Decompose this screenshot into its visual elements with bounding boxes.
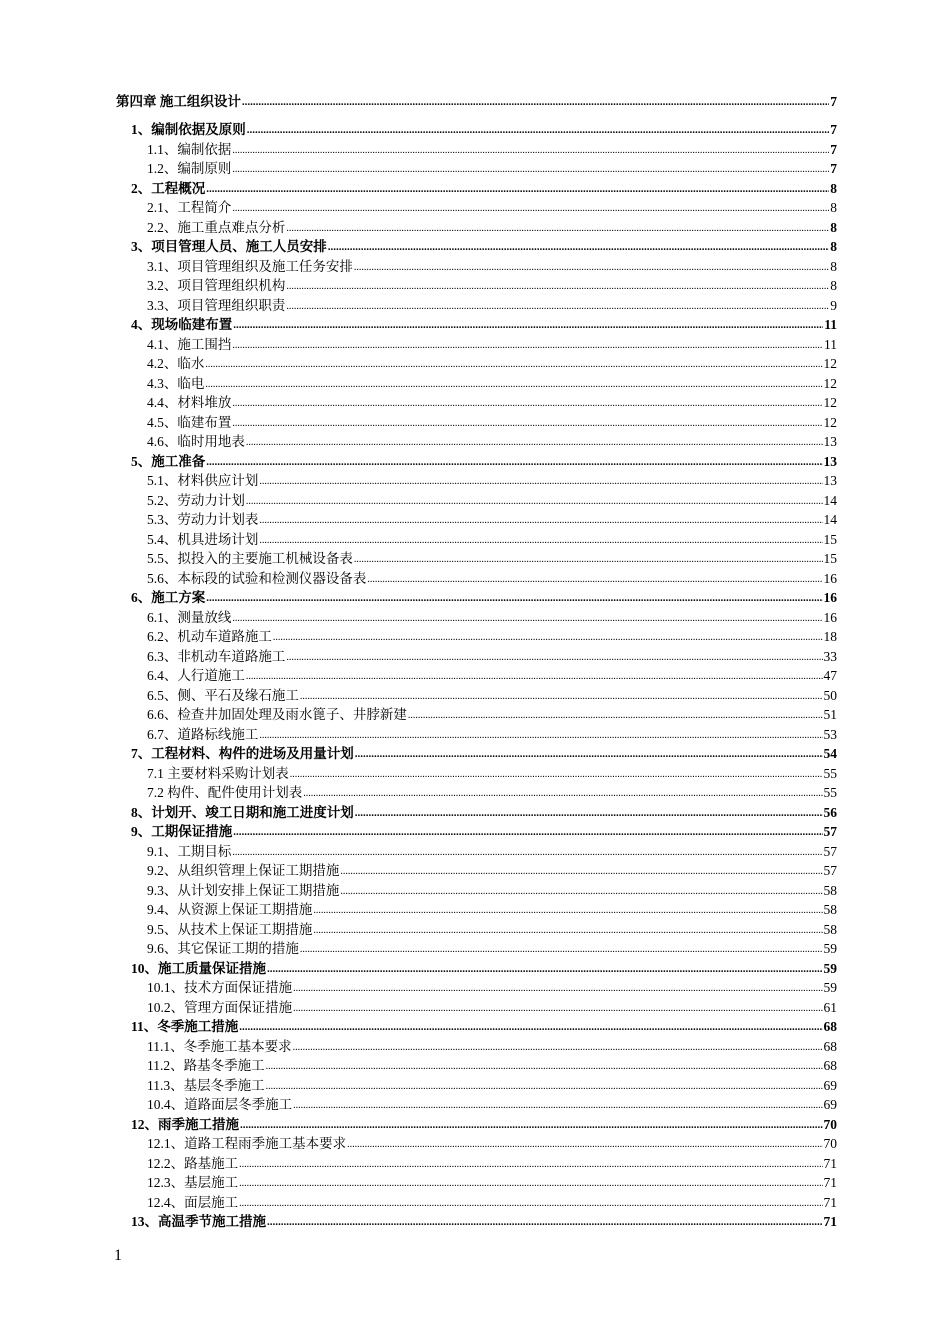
toc-entry-title: 6.4、人行道施工 (147, 668, 245, 683)
toc-entry-title: 5.4、机具进场计划 (147, 531, 259, 547)
dot-leader (300, 685, 823, 707)
toc-entry-page: 51 (823, 707, 837, 722)
toc-entry-page: 14 (823, 512, 837, 527)
dot-leader (232, 607, 822, 629)
dot-leader (232, 334, 823, 356)
toc-entry-title: 5.6、本标段的试验和检测仪器设备表 (147, 570, 367, 586)
toc-subsection-entry[interactable] (147, 257, 837, 277)
dot-leader (266, 1055, 823, 1077)
toc-entry-page: 71 (823, 1214, 837, 1229)
toc-entry-title: 1.1、编制依据 (147, 141, 232, 157)
toc-entry-title: 4.5、临建布置 (147, 414, 232, 430)
toc-subsection-entry[interactable] (147, 881, 837, 901)
toc-entry-title: 2、工程概况 (131, 180, 206, 196)
toc-subsection-entry[interactable] (147, 432, 837, 452)
toc-subsection-entry[interactable] (147, 861, 837, 881)
toc-section-entry[interactable] (131, 1017, 837, 1037)
toc-entry-page: 68 (823, 1038, 837, 1054)
toc-entry-page: 8 (830, 239, 837, 254)
dot-leader (367, 568, 822, 590)
toc-entry-page: 33 (823, 648, 837, 664)
toc-entry-title: 6.2、机动车道路施工 (147, 629, 272, 644)
toc-entry-page: 53 (823, 726, 837, 742)
toc-entry-title: 5.5、拟投入的主要施工机械设备表 (147, 551, 353, 566)
dot-leader (232, 841, 822, 863)
dot-leader (355, 802, 823, 824)
toc-entry-page: 12 (823, 414, 837, 430)
toc-subsection-entry[interactable] (147, 647, 837, 667)
dot-leader (239, 1192, 822, 1214)
toc-subsection-entry[interactable] (147, 627, 837, 647)
toc-entry-title: 4.1、施工围挡 (147, 336, 232, 352)
dot-leader (340, 860, 822, 882)
dot-leader (408, 704, 823, 726)
toc-subsection-entry[interactable] (147, 842, 837, 862)
toc-subsection-entry[interactable] (147, 725, 837, 745)
toc-chapter-entry[interactable] (116, 91, 837, 112)
dot-leader (232, 392, 822, 414)
toc-subsection-entry[interactable] (147, 491, 837, 511)
toc-entry-title: 6.3、非机动车道路施工 (147, 648, 286, 664)
dot-leader (313, 899, 822, 921)
toc-entry-page: 8 (830, 200, 837, 215)
toc-entry-page: 57 (823, 863, 837, 878)
toc-entry-title: 9.2、从组织管理上保证工期措施 (147, 863, 340, 878)
dot-leader (205, 373, 822, 395)
toc-entry-title: 10.4、道路面层冬季施工 (147, 1097, 293, 1112)
toc-section-entry[interactable] (131, 1115, 837, 1135)
toc-subsection-entry[interactable] (147, 159, 837, 179)
dot-leader (286, 295, 829, 317)
toc-entry-page: 7 (830, 141, 837, 157)
toc-subsection-entry[interactable] (147, 354, 837, 374)
toc-entry-title: 6.5、侧、平石及缘石施工 (147, 687, 299, 703)
toc-entry-title: 2.2、施工重点难点分析 (147, 219, 286, 235)
toc-subsection-entry[interactable] (147, 998, 837, 1018)
toc-entry-page: 54 (823, 746, 837, 761)
dot-leader (239, 1016, 822, 1038)
toc-entry-page: 16 (823, 590, 837, 605)
toc-section-entry[interactable] (131, 315, 837, 335)
toc-entry-page: 50 (823, 687, 837, 703)
toc-subsection-entry[interactable] (147, 1095, 837, 1115)
toc-entry-page: 56 (823, 804, 837, 820)
toc-entry-title: 9.3、从计划安排上保证工期措施 (147, 882, 340, 898)
toc-entry-page: 13 (823, 434, 837, 449)
toc-entry-title: 1.2、编制原则 (147, 161, 232, 176)
toc-entry-page: 58 (823, 902, 837, 917)
toc-entry-page: 8 (830, 278, 837, 293)
toc-entry-title: 8、计划开、竣工日期和施工进度计划 (131, 804, 354, 820)
toc-entry-page: 69 (823, 1097, 837, 1112)
toc-entry-title: 1、编制依据及原则 (131, 122, 246, 137)
toc-entry-title: 6、施工方案 (131, 590, 206, 605)
toc-entry-page: 14 (823, 492, 837, 508)
toc-subsection-entry[interactable] (147, 218, 837, 238)
dot-leader (232, 158, 829, 180)
dot-leader (286, 275, 829, 297)
toc-entry-title: 6.6、检查井加固处理及雨水篦子、井脖新建 (147, 707, 407, 722)
toc-entry-page: 11 (824, 317, 837, 332)
toc-entry-page: 18 (823, 629, 837, 644)
toc-entry-title: 11、冬季施工措施 (131, 1019, 239, 1034)
dot-leader (286, 217, 829, 239)
toc-subsection-entry[interactable] (147, 1173, 837, 1193)
toc-entry-title: 6.1、测量放线 (147, 609, 232, 625)
toc-entry-title: 13、高温季节施工措施 (131, 1214, 266, 1229)
toc-entry-title: 11.2、路基冬季施工 (147, 1058, 265, 1073)
toc-entry-title: 12.1、道路工程雨季施工基本要求 (147, 1136, 347, 1151)
toc-subsection-entry[interactable] (147, 276, 837, 296)
toc-entry-page: 69 (823, 1077, 837, 1093)
dot-leader (328, 236, 830, 258)
toc-subsection-entry[interactable] (147, 764, 837, 784)
toc-entry-title: 12.2、路基施工 (147, 1155, 239, 1171)
toc-entry-title: 11.3、基层冬季施工 (147, 1077, 265, 1093)
toc-entry-page: 58 (823, 921, 837, 937)
dot-leader (242, 90, 829, 113)
toc-entry-title: 4.2、临水 (147, 356, 205, 371)
toc-entry-title: 9.4、从资源上保证工期措施 (147, 902, 313, 917)
toc-subsection-entry[interactable] (147, 1154, 837, 1174)
toc-subsection-entry[interactable] (147, 530, 837, 550)
toc-subsection-entry[interactable] (147, 978, 837, 998)
dot-leader (286, 646, 822, 668)
toc-section-entry[interactable] (131, 803, 837, 823)
dot-leader (259, 470, 822, 492)
table-of-contents (0, 91, 950, 1232)
toc-entry-title: 7.2 构件、配件使用计划表 (147, 785, 303, 800)
dot-leader (267, 1211, 823, 1233)
toc-subsection-entry[interactable] (147, 1134, 837, 1154)
dot-leader (246, 665, 823, 687)
toc-subsection-entry[interactable] (147, 666, 837, 686)
toc-entry-page: 61 (823, 999, 837, 1015)
toc-subsection-entry[interactable] (147, 939, 837, 959)
toc-subsection-entry[interactable] (147, 900, 837, 920)
dot-leader (232, 412, 822, 434)
toc-entry-title: 3.2、项目管理组织机构 (147, 278, 286, 293)
toc-entry-page: 71 (823, 1175, 837, 1190)
toc-entry-page: 70 (823, 1116, 837, 1132)
toc-section-entry[interactable] (131, 1212, 837, 1232)
dot-leader (266, 1075, 823, 1097)
toc-entry-title: 7.1 主要材料采购计划表 (147, 765, 289, 781)
dot-leader (239, 1172, 822, 1194)
toc-entry-page: 7 (830, 122, 837, 137)
toc-entry-title: 4.3、临电 (147, 375, 205, 391)
toc-entry-title: 5.3、劳动力计划表 (147, 512, 259, 527)
toc-entry-page: 16 (823, 609, 837, 625)
toc-entry-title: 5.1、材料供应计划 (147, 473, 259, 488)
toc-entry-page: 7 (830, 94, 837, 109)
toc-section-entry[interactable] (131, 452, 837, 472)
toc-entry-title: 3.3、项目管理组织职责 (147, 297, 286, 313)
toc-entry-page: 68 (823, 1058, 837, 1073)
toc-subsection-entry[interactable] (147, 569, 837, 589)
toc-entry-page: 71 (823, 1194, 837, 1210)
toc-entry-page: 13 (823, 453, 837, 469)
toc-section-entry[interactable] (131, 588, 837, 608)
toc-subsection-entry[interactable] (147, 510, 837, 530)
toc-entry-page: 71 (823, 1155, 837, 1171)
toc-entry-title: 12、雨季施工措施 (131, 1116, 239, 1132)
toc-entry-page: 55 (823, 785, 837, 800)
toc-entry-title: 12.3、基层施工 (147, 1175, 239, 1190)
toc-entry-title: 5、施工准备 (131, 453, 206, 469)
toc-entry-page: 59 (823, 941, 837, 956)
toc-entry-page: 7 (830, 161, 837, 176)
dot-leader (259, 509, 822, 531)
toc-subsection-entry[interactable] (147, 471, 837, 491)
toc-entry-title: 6.7、道路标线施工 (147, 726, 259, 742)
dot-leader (232, 197, 829, 219)
toc-entry-title: 10、施工质量保证措施 (131, 960, 266, 976)
toc-entry-page: 12 (823, 356, 837, 371)
toc-subsection-entry[interactable] (147, 374, 837, 394)
toc-section-entry[interactable] (131, 120, 837, 140)
dot-leader (273, 626, 823, 648)
toc-entry-page: 15 (823, 551, 837, 566)
toc-subsection-entry[interactable] (147, 920, 837, 940)
dot-leader (354, 256, 829, 278)
toc-entry-title: 10.1、技术方面保证措施 (147, 980, 293, 995)
toc-subsection-entry[interactable] (147, 296, 837, 316)
toc-entry-title: 9.1、工期目标 (147, 843, 232, 859)
page-number: 1 (114, 1247, 122, 1264)
toc-entry-title: 5.2、劳动力计划 (147, 492, 245, 508)
toc-entry-page: 15 (823, 531, 837, 547)
toc-entry-title: 9.5、从技术上保证工期措施 (147, 921, 313, 937)
toc-entry-page: 13 (823, 473, 837, 488)
toc-entry-title: 12.4、面层施工 (147, 1194, 239, 1210)
toc-entry-title: 2.1、工程简介 (147, 200, 232, 215)
toc-section-entry[interactable] (131, 822, 837, 842)
dot-leader (290, 763, 823, 785)
toc-entry-title: 11.1、冬季施工基本要求 (147, 1038, 292, 1054)
dot-leader (233, 314, 823, 336)
toc-subsection-entry[interactable] (147, 783, 837, 803)
dot-leader (340, 880, 822, 902)
toc-entry-page: 8 (830, 180, 837, 196)
toc-entry-page: 58 (823, 882, 837, 898)
toc-subsection-entry[interactable] (147, 140, 837, 160)
dot-leader (206, 587, 822, 609)
toc-entry-title: 9.6、其它保证工期的措施 (147, 941, 299, 956)
dot-leader (354, 548, 823, 570)
toc-entry-title: 4.4、材料堆放 (147, 395, 232, 410)
toc-section-entry[interactable] (131, 237, 837, 257)
dot-leader (355, 743, 823, 765)
toc-subsection-entry[interactable] (147, 413, 837, 433)
toc-entry-page: 57 (823, 824, 837, 839)
dot-leader (303, 782, 822, 804)
toc-entry-page: 55 (823, 765, 837, 781)
dot-leader (259, 529, 822, 551)
toc-entry-page: 9 (830, 297, 837, 313)
toc-section-entry[interactable] (131, 959, 837, 979)
toc-entry-page: 12 (823, 395, 837, 410)
toc-subsection-entry[interactable] (147, 608, 837, 628)
dot-leader (232, 139, 829, 161)
toc-entry-page: 11 (824, 336, 837, 352)
dot-leader (247, 119, 830, 141)
dot-leader (239, 1153, 822, 1175)
toc-entry-title: 3.1、项目管理组织及施工任务安排 (147, 258, 353, 274)
toc-subsection-entry[interactable] (147, 198, 837, 218)
toc-entry-page: 12 (823, 375, 837, 391)
toc-entry-page: 57 (823, 843, 837, 859)
toc-entry-title: 7、工程材料、构件的进场及用量计划 (131, 746, 354, 761)
toc-subsection-entry[interactable] (147, 393, 837, 413)
toc-entry-page: 70 (823, 1136, 837, 1151)
dot-leader (293, 1036, 823, 1058)
toc-entry-page: 16 (823, 570, 837, 586)
dot-leader (300, 938, 823, 960)
toc-subsection-entry[interactable] (147, 1193, 837, 1213)
toc-entry-title: 第四章 施工组织设计 (116, 94, 241, 109)
dot-leader (313, 919, 822, 941)
dot-leader (293, 1094, 822, 1116)
toc-subsection-entry[interactable] (147, 705, 837, 725)
dot-leader (240, 1114, 823, 1136)
dot-leader (267, 958, 823, 980)
toc-entry-title: 9、工期保证措施 (131, 824, 233, 839)
dot-leader (246, 431, 823, 453)
toc-subsection-entry[interactable] (147, 549, 837, 569)
dot-leader (233, 821, 822, 843)
toc-entry-page: 59 (823, 980, 837, 995)
toc-entry-page: 47 (823, 668, 837, 683)
toc-entry-page: 59 (823, 960, 837, 976)
toc-section-entry[interactable] (131, 179, 837, 199)
toc-subsection-entry[interactable] (147, 1076, 837, 1096)
toc-entry-page: 8 (830, 258, 837, 274)
dot-leader (206, 451, 822, 473)
dot-leader (293, 977, 822, 999)
toc-entry-title: 4.6、临时用地表 (147, 434, 245, 449)
toc-entry-page: 68 (823, 1019, 837, 1034)
toc-entry-page: 8 (830, 219, 837, 235)
dot-leader (259, 724, 822, 746)
dot-leader (206, 178, 829, 200)
dot-leader (246, 490, 823, 512)
toc-subsection-entry[interactable] (147, 1056, 837, 1076)
toc-subsection-entry[interactable] (147, 335, 837, 355)
toc-entry-title: 3、项目管理人员、施工人员安排 (131, 239, 327, 254)
toc-entry-title: 4、现场临建布置 (131, 317, 233, 332)
toc-subsection-entry[interactable] (147, 686, 837, 706)
toc-subsection-entry[interactable] (147, 1037, 837, 1057)
toc-section-entry[interactable] (131, 744, 837, 764)
dot-leader (347, 1133, 822, 1155)
toc-entry-title: 10.2、管理方面保证措施 (147, 999, 293, 1015)
dot-leader (205, 353, 822, 375)
dot-leader (293, 997, 822, 1019)
